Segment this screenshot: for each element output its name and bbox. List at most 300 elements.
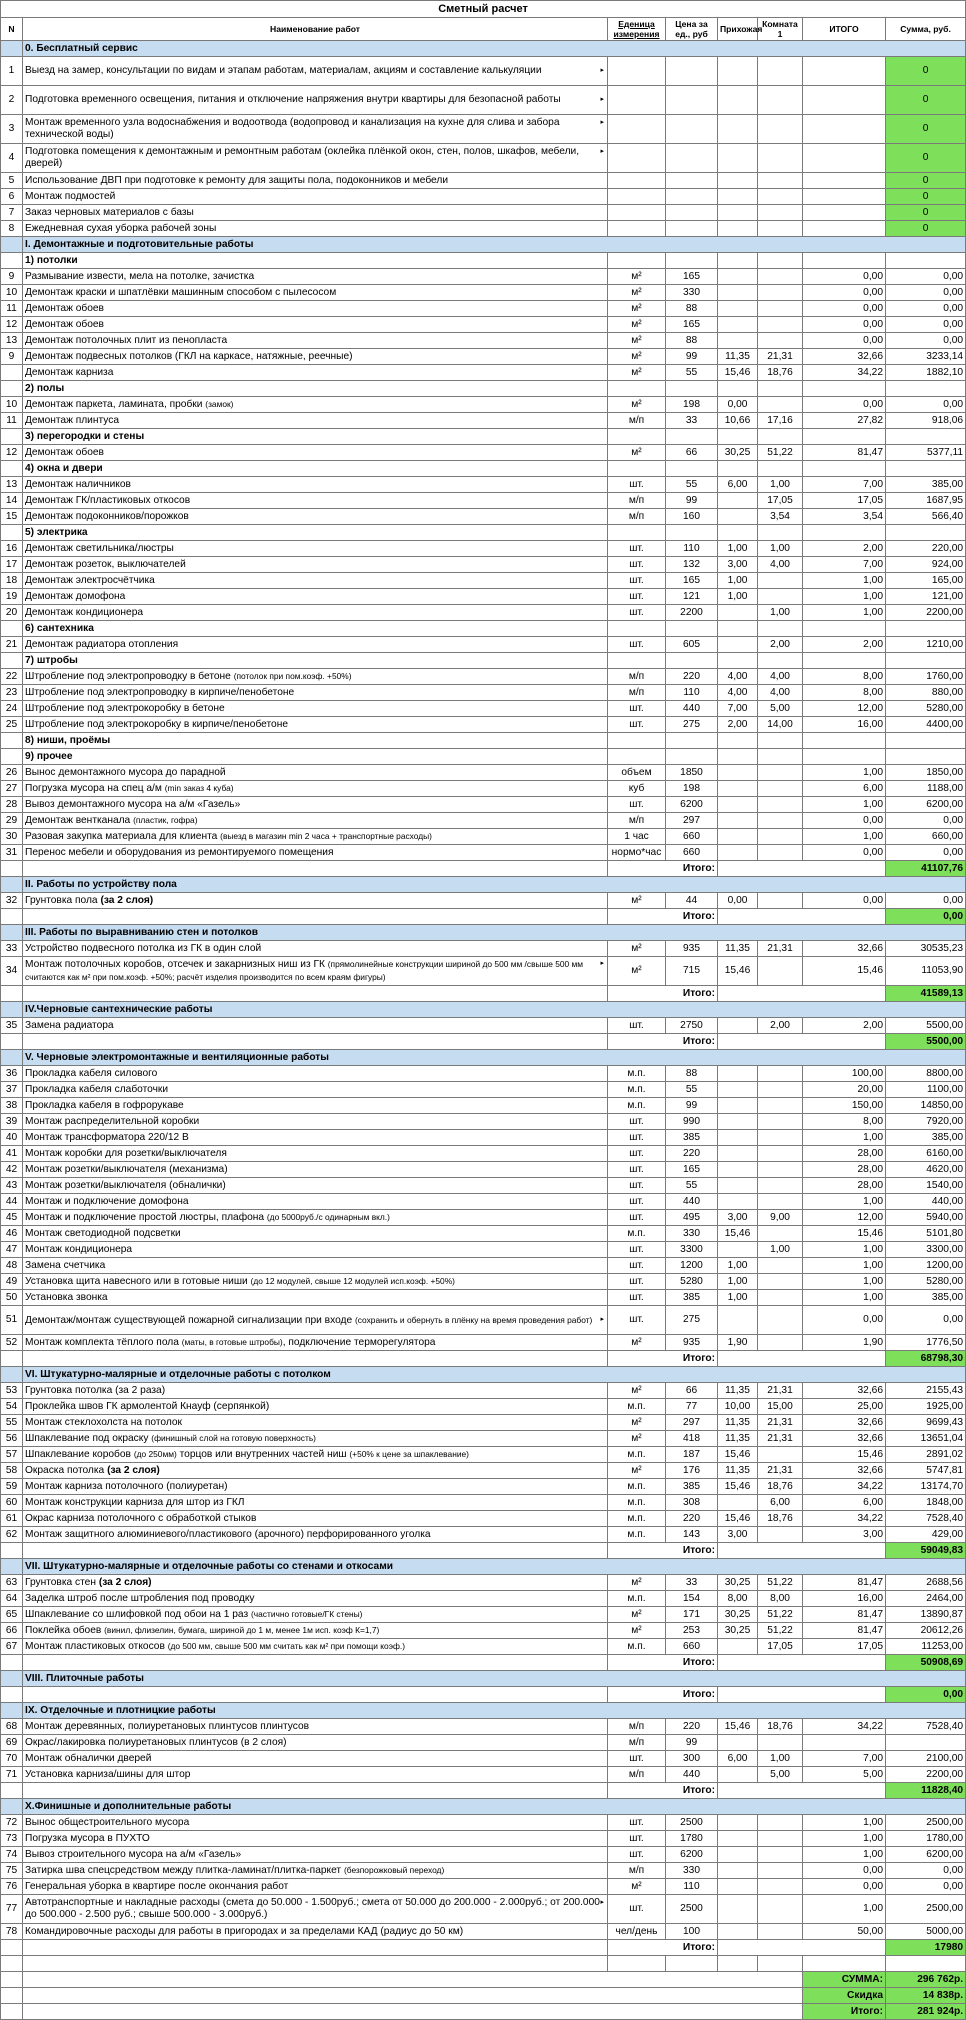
item-number: 27: [1, 781, 23, 797]
section-title: VIII. Плиточные работы: [23, 1671, 966, 1687]
unit-cell: м²: [608, 317, 666, 333]
item-name-text: Демонтаж электросчётчика: [25, 574, 155, 586]
item-name: [23, 1847, 608, 1863]
empty-cell: [23, 909, 608, 925]
sum-cell: 6200,00: [886, 797, 966, 813]
total-qty-cell: [803, 189, 886, 205]
item-name: [23, 86, 608, 115]
unit-cell: шт.: [608, 573, 666, 589]
subsection-row: [1, 749, 966, 765]
item-name: [23, 589, 608, 605]
room1-qty-cell: 1,00: [758, 1751, 803, 1767]
item-name-text: Монтаж потолочных коробов, отсечек и закарнизных ниш из ГК: [25, 959, 325, 970]
unit-cell: м/п: [608, 1767, 666, 1783]
item-name-text: Окраска потолка: [25, 1464, 105, 1476]
total-qty-cell: [803, 115, 886, 144]
item-name-text: Окрас/лакировка полиуретановых плинтусов (в 2 слоя): [25, 1736, 287, 1748]
total-qty-cell: 2,00: [803, 541, 886, 557]
work-item-row: [1, 1863, 966, 1879]
total-qty-cell: 1,00: [803, 1242, 886, 1258]
price-cell: 275: [666, 1306, 718, 1335]
price-cell: 6200: [666, 797, 718, 813]
work-item-row: [1, 1831, 966, 1847]
price-cell: 110: [666, 541, 718, 557]
unit-cell: [608, 57, 666, 86]
total-qty-cell: 28,00: [803, 1178, 886, 1194]
section-title: II. Работы по устройству пола: [23, 877, 966, 893]
section-total-sum: 5500,00: [886, 1034, 966, 1050]
item-name: [23, 1210, 608, 1226]
item-number: 35: [1, 1018, 23, 1034]
total-qty-cell: 0,00: [803, 813, 886, 829]
item-number: 29: [1, 813, 23, 829]
item-number: 19: [1, 589, 23, 605]
item-name-text: Монтаж светодиодной подсветки: [25, 1227, 181, 1239]
hall-qty-cell: [718, 205, 758, 221]
total-qty-cell: 1,00: [803, 1290, 886, 1306]
room1-qty-cell: [758, 144, 803, 173]
work-item-row: [1, 1895, 966, 1924]
total-qty-cell: 7,00: [803, 1751, 886, 1767]
unit-cell: м²: [608, 445, 666, 461]
hall-qty-cell: 7,00: [718, 701, 758, 717]
total-qty-cell: 17,05: [803, 493, 886, 509]
item-name-text: Шпаклевание коробов: [25, 1449, 131, 1460]
item-number: 21: [1, 637, 23, 653]
total-qty-cell: 1,90: [803, 1335, 886, 1351]
expand-arrow-icon: ▸: [600, 67, 604, 74]
unit-cell: м.п.: [608, 1226, 666, 1242]
item-name: [23, 1431, 608, 1447]
room1-qty-cell: 51,22: [758, 1575, 803, 1591]
sum-cell: 0,00: [886, 813, 966, 829]
room1-qty-cell: [758, 1194, 803, 1210]
item-name: [23, 717, 608, 733]
hall-qty-cell: [718, 57, 758, 86]
item-name-note: (винил, флизелин, бумага, шириной до 1 м, менее 1м исп. коэф К=1,7): [104, 1625, 380, 1635]
item-name-text: Подготовка временного освещения, питания и отключение напряжения внутри квартиры для безопасной работы: [25, 94, 561, 105]
room1-qty-cell: [758, 1098, 803, 1114]
item-name: [23, 605, 608, 621]
item-number: 61: [1, 1511, 23, 1527]
hall-qty-cell: 1,90: [718, 1335, 758, 1351]
room1-qty-cell: 18,76: [758, 1511, 803, 1527]
section-total-sum: 41589,13: [886, 986, 966, 1002]
item-name: [23, 144, 608, 173]
hall-qty-cell: 11,35: [718, 349, 758, 365]
section-total-sum: 0,00: [886, 1687, 966, 1703]
total-qty-cell: 32,66: [803, 349, 886, 365]
item-name-text: Погрузка мусора в ПУХТО: [25, 1832, 150, 1844]
subsection-title: 8) ниши, проёмы: [23, 733, 608, 749]
empty-cell: [1, 909, 23, 925]
unit-cell: шт.: [608, 541, 666, 557]
item-name: [23, 1082, 608, 1098]
item-number: 62: [1, 1527, 23, 1543]
section-header-row: [1, 1002, 966, 1018]
item-name-text: Демонтаж радиатора отопления: [25, 638, 179, 650]
work-item-row: [1, 365, 966, 381]
section-title: VII. Штукатурно-малярные и отделочные работы со стенами и откосами: [23, 1559, 966, 1575]
sum-cell: 13890,87: [886, 1607, 966, 1623]
total-qty-cell: 0,00: [803, 845, 886, 861]
unit-cell: м²: [608, 1415, 666, 1431]
empty-cell: [886, 733, 966, 749]
empty-cell: [666, 253, 718, 269]
unit-cell: шт.: [608, 637, 666, 653]
item-name: [23, 1591, 608, 1607]
final-total-row: [1, 1972, 966, 1988]
unit-cell: м²: [608, 285, 666, 301]
sum-cell: 220,00: [886, 541, 966, 557]
total-qty-cell: 0,00: [803, 893, 886, 909]
item-name-text: Прокладка кабеля слаботочки: [25, 1083, 169, 1095]
empty-cell: [1, 1783, 23, 1799]
unit-cell: [608, 173, 666, 189]
price-cell: 154: [666, 1591, 718, 1607]
price-cell: 165: [666, 317, 718, 333]
empty-cell: [1, 1034, 23, 1050]
room1-qty-cell: 18,76: [758, 365, 803, 381]
item-number: 71: [1, 1767, 23, 1783]
item-name-note: (безпорожковый переход): [343, 1865, 445, 1875]
empty-cell: [718, 861, 886, 877]
sum-cell: 0: [886, 86, 966, 115]
price-cell: 495: [666, 1210, 718, 1226]
room1-qty-cell: [758, 1527, 803, 1543]
empty-cell: [718, 429, 758, 445]
empty-cell: [886, 253, 966, 269]
hall-qty-cell: [718, 1066, 758, 1082]
item-number: 13: [1, 477, 23, 493]
item-number: 46: [1, 1226, 23, 1242]
item-name-text: Использование ДВП при подготовке к ремонту для защиты пола, подоконников и мебели: [25, 174, 449, 186]
item-name: [23, 1527, 608, 1543]
room1-qty-cell: 1,00: [758, 1242, 803, 1258]
section-total-sum: 11828,40: [886, 1783, 966, 1799]
item-name-text: Шпаклевание со шлифовкой под обои на 1 раз: [25, 1609, 249, 1620]
item-name-text: Погрузка мусора на спец а/м: [25, 783, 162, 794]
work-item-row: [1, 1146, 966, 1162]
unit-cell: шт.: [608, 1847, 666, 1863]
header-hall: Прихожая: [718, 18, 758, 41]
item-name-text: Демонтаж домофона: [25, 590, 126, 602]
item-name: [23, 397, 608, 413]
item-name-text: Демонтаж наличников: [25, 478, 131, 490]
item-name: [23, 1463, 608, 1479]
item-number: 1: [1, 57, 23, 86]
sum-cell: 566,40: [886, 509, 966, 525]
item-name-text: Демонтаж плинтуса: [25, 414, 120, 426]
item-number: 76: [1, 1879, 23, 1895]
work-item-row: [1, 941, 966, 957]
unit-cell: шт.: [608, 1306, 666, 1335]
total-qty-cell: 7,00: [803, 557, 886, 573]
item-name: [23, 1495, 608, 1511]
item-name-text: Заказ черновых материалов с базы: [25, 206, 194, 218]
item-number: 10: [1, 397, 23, 413]
room1-qty-cell: [758, 1082, 803, 1098]
item-number: 16: [1, 541, 23, 557]
hall-qty-cell: 30,25: [718, 445, 758, 461]
total-qty-cell: 1,00: [803, 573, 886, 589]
item-name-text: Монтаж коробки для розетки/выключателя: [25, 1147, 227, 1159]
item-name-text: Вывоз строительного мусора на а/м «Газель»: [25, 1848, 242, 1860]
total-qty-cell: 8,00: [803, 685, 886, 701]
hall-qty-cell: [718, 1242, 758, 1258]
work-item-row: [1, 669, 966, 685]
subsection-title: 3) перегородки и стены: [23, 429, 608, 445]
item-number: 11: [1, 301, 23, 317]
room1-qty-cell: [758, 285, 803, 301]
hall-qty-cell: [718, 493, 758, 509]
unit-cell: шт.: [608, 1178, 666, 1194]
work-item-row: [1, 1415, 966, 1431]
item-name-text: Перенос мебели и оборудования из ремонтируемого помещения: [25, 846, 334, 858]
item-name-text: Замена счетчика: [25, 1259, 106, 1271]
hall-qty-cell: [718, 1098, 758, 1114]
price-cell: 300: [666, 1751, 718, 1767]
item-name: [23, 557, 608, 573]
total-qty-cell: 32,66: [803, 1383, 886, 1399]
item-name-text: Монтаж временного узла водоснабжения и водоотвода (водопровод и канализация на кухне для слива и забора технической воды): [25, 117, 560, 140]
item-name-text: Разовая закупка материала для клиента: [25, 831, 218, 842]
total-label: Итого:: [608, 986, 718, 1002]
item-name: [23, 317, 608, 333]
final-label: Итого:: [803, 2004, 886, 2020]
price-cell: 99: [666, 1735, 718, 1751]
price-cell: 935: [666, 941, 718, 957]
item-name: [23, 57, 608, 86]
sum-cell: 6160,00: [886, 1146, 966, 1162]
sum-cell: 924,00: [886, 557, 966, 573]
item-name-text: Выезд на замер, консультации по видам и этапам работам, материалам, акциям и составление калькуляции: [25, 65, 542, 76]
item-name: [23, 781, 608, 797]
item-name: [23, 1831, 608, 1847]
hall-qty-cell: [718, 301, 758, 317]
header-unit: Еденица измерения: [608, 18, 666, 41]
sum-cell: 5280,00: [886, 1274, 966, 1290]
total-qty-cell: 5,00: [803, 1767, 886, 1783]
unit-cell: шт.: [608, 1258, 666, 1274]
empty-cell: [666, 429, 718, 445]
room1-qty-cell: [758, 1306, 803, 1335]
price-cell: 330: [666, 285, 718, 301]
item-number: 59: [1, 1479, 23, 1495]
sum-cell: 385,00: [886, 477, 966, 493]
total-qty-cell: 1,00: [803, 589, 886, 605]
work-item-row: [1, 1767, 966, 1783]
hall-qty-cell: [718, 1831, 758, 1847]
sum-cell: 14850,00: [886, 1098, 966, 1114]
item-name: [23, 1146, 608, 1162]
item-name: [23, 1226, 608, 1242]
room1-qty-cell: [758, 317, 803, 333]
empty-cell: [1, 1351, 23, 1367]
price-cell: 440: [666, 1767, 718, 1783]
work-item-row: [1, 1815, 966, 1831]
hall-qty-cell: [718, 765, 758, 781]
work-item-row: [1, 1130, 966, 1146]
work-item-row: [1, 1335, 966, 1351]
work-item-row: [1, 493, 966, 509]
total-qty-cell: 15,46: [803, 1447, 886, 1463]
price-cell: 2200: [666, 605, 718, 621]
hall-qty-cell: 30,25: [718, 1623, 758, 1639]
item-name-text: Монтаж розетки/выключателя (механизма): [25, 1163, 228, 1175]
total-qty-cell: 34,22: [803, 1511, 886, 1527]
item-number: 77: [1, 1895, 23, 1924]
price-cell: 297: [666, 813, 718, 829]
section-header-row: [1, 1703, 966, 1719]
item-name: [23, 477, 608, 493]
sum-cell: 1760,00: [886, 669, 966, 685]
empty-cell: [1, 2004, 23, 2020]
room1-qty-cell: 21,31: [758, 1415, 803, 1431]
sum-cell: 5377,11: [886, 445, 966, 461]
item-number: 47: [1, 1242, 23, 1258]
empty-cell: [23, 1687, 608, 1703]
empty-cell: [886, 621, 966, 637]
price-cell: 55: [666, 1178, 718, 1194]
section-total-sum: 17980: [886, 1940, 966, 1956]
empty-cell: [803, 461, 886, 477]
price-cell: 165: [666, 1162, 718, 1178]
empty-cell: [758, 653, 803, 669]
room1-qty-cell: [758, 1114, 803, 1130]
price-cell: 1200: [666, 1258, 718, 1274]
item-name-note: (замок): [205, 399, 234, 409]
work-item-row: [1, 477, 966, 493]
price-cell: 33: [666, 413, 718, 429]
item-number: 4: [1, 144, 23, 173]
expand-arrow-icon: ▸: [600, 960, 604, 967]
total-qty-cell: 150,00: [803, 1098, 886, 1114]
item-name-text: Грунтовка пола: [25, 894, 98, 906]
sum-cell: 3300,00: [886, 1242, 966, 1258]
room1-qty-cell: [758, 221, 803, 237]
subsection-title: 4) окна и двери: [23, 461, 608, 477]
item-number: 3: [1, 115, 23, 144]
work-item-row: [1, 349, 966, 365]
item-name: [23, 1447, 608, 1463]
empty-cell: [608, 1956, 666, 1972]
unit-cell: м²: [608, 269, 666, 285]
hall-qty-cell: [718, 1194, 758, 1210]
section-number-cell: [1, 925, 23, 941]
price-cell: 44: [666, 893, 718, 909]
item-name: [23, 1511, 608, 1527]
empty-cell: [718, 1543, 886, 1559]
hall-qty-cell: 15,46: [718, 365, 758, 381]
unit-cell: шт.: [608, 797, 666, 813]
item-name: [23, 941, 608, 957]
subsection-title: 6) сантехника: [23, 621, 608, 637]
hall-qty-cell: 1,00: [718, 1274, 758, 1290]
price-cell: 110: [666, 1879, 718, 1895]
empty-cell: [758, 621, 803, 637]
item-name-text: Размывание извести, мела на потолке, зачистка: [25, 270, 255, 282]
room1-qty-cell: 8,00: [758, 1591, 803, 1607]
expand-arrow-icon: ▸: [600, 1315, 604, 1323]
empty-cell: [666, 733, 718, 749]
section-total-row: [1, 986, 966, 1002]
price-cell: [666, 221, 718, 237]
price-cell: [666, 173, 718, 189]
hall-qty-cell: [718, 1178, 758, 1194]
item-name: [23, 1114, 608, 1130]
sum-cell: 3233,14: [886, 349, 966, 365]
work-item-row: [1, 173, 966, 189]
unit-cell: [608, 86, 666, 115]
item-name: [23, 509, 608, 525]
section-header-row: [1, 925, 966, 941]
sum-cell: 2500,00: [886, 1815, 966, 1831]
item-name: [23, 1895, 608, 1924]
section-title: III. Работы по выравниванию стен и потолков: [23, 925, 966, 941]
total-qty-cell: 1,00: [803, 1895, 886, 1924]
final-label: Скидка: [803, 1988, 886, 2004]
room1-qty-cell: [758, 1146, 803, 1162]
item-name: [23, 797, 608, 813]
item-number: 31: [1, 845, 23, 861]
item-number: 36: [1, 1066, 23, 1082]
item-name: [23, 1479, 608, 1495]
empty-cell: [718, 253, 758, 269]
total-qty-cell: [803, 144, 886, 173]
work-item-row: [1, 1383, 966, 1399]
price-cell: 6200: [666, 1847, 718, 1863]
item-name-text: Штробление под электрокоробку в бетоне: [25, 702, 225, 714]
unit-cell: шт.: [608, 1146, 666, 1162]
item-name-text: Шпаклевание под окраску: [25, 1433, 149, 1444]
sum-cell: 0,00: [886, 397, 966, 413]
total-qty-cell: 8,00: [803, 1114, 886, 1130]
price-cell: 275: [666, 717, 718, 733]
empty-cell: [758, 525, 803, 541]
price-cell: 110: [666, 685, 718, 701]
room1-qty-cell: [758, 1130, 803, 1146]
empty-cell: [803, 429, 886, 445]
item-number: 72: [1, 1815, 23, 1831]
final-sum: 14 838р.: [886, 1988, 966, 2004]
total-label: Итого:: [608, 861, 718, 877]
item-number: 17: [1, 557, 23, 573]
unit-cell: м.п.: [608, 1591, 666, 1607]
sum-cell: 385,00: [886, 1290, 966, 1306]
unit-cell: м²: [608, 397, 666, 413]
unit-cell: м/п: [608, 669, 666, 685]
empty-cell: [803, 253, 886, 269]
room1-qty-cell: [758, 1066, 803, 1082]
total-label: Итого:: [608, 909, 718, 925]
work-item-row: [1, 285, 966, 301]
item-number: 68: [1, 1719, 23, 1735]
item-name: [23, 1735, 608, 1751]
subsection-row: [1, 381, 966, 397]
subsection-number-cell: [1, 653, 23, 669]
room1-qty-cell: 18,76: [758, 1719, 803, 1735]
total-qty-cell: 1,00: [803, 605, 886, 621]
price-cell: 330: [666, 1863, 718, 1879]
total-qty-cell: 32,66: [803, 1431, 886, 1447]
empty-cell: [718, 909, 886, 925]
sum-cell: 0,00: [886, 333, 966, 349]
item-number: 8: [1, 221, 23, 237]
price-cell: 220: [666, 669, 718, 685]
hall-qty-cell: 11,35: [718, 1431, 758, 1447]
room1-qty-cell: 15,00: [758, 1399, 803, 1415]
